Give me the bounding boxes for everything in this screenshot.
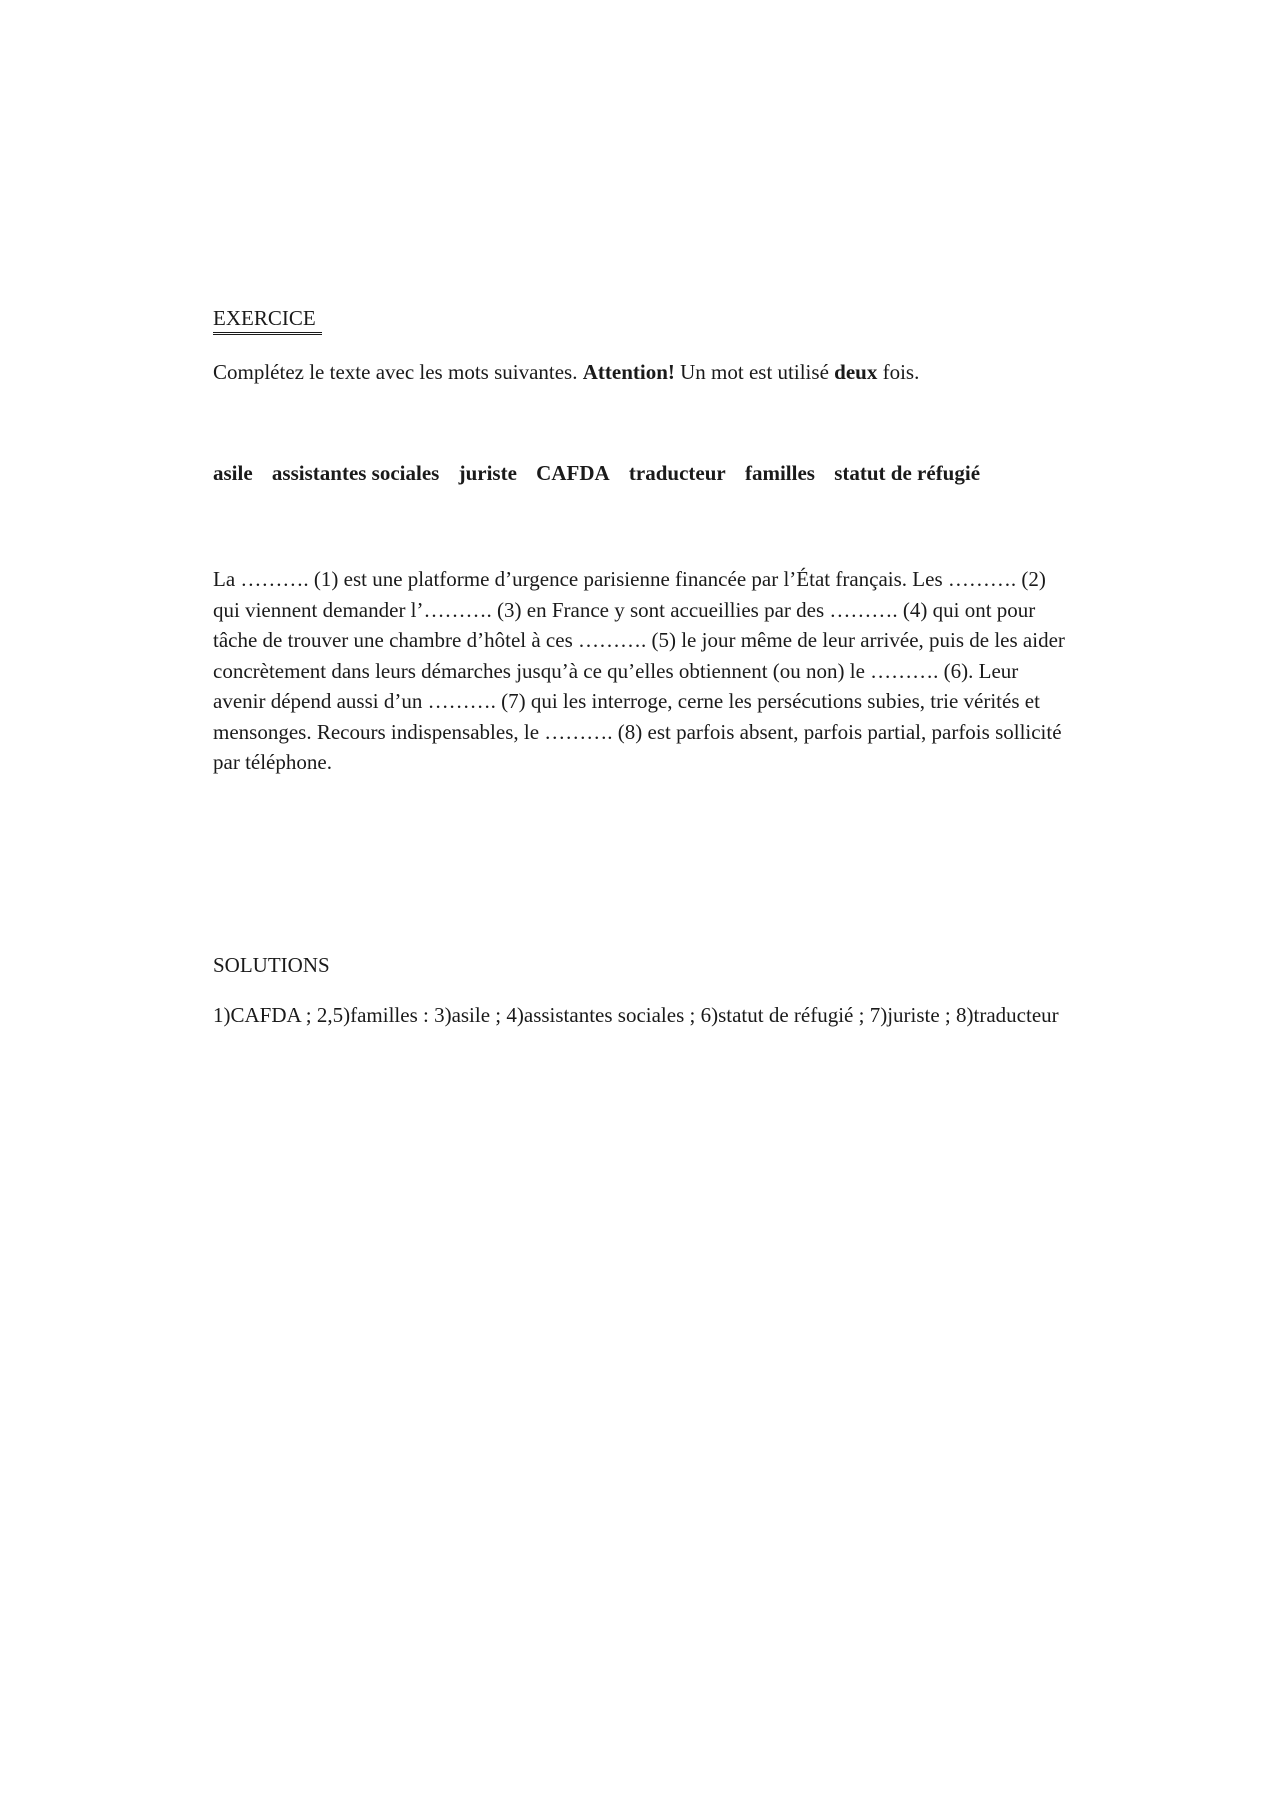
word-bank-item: traducteur — [628, 461, 726, 485]
document-page — [213, 304, 1073, 1030]
instruction-deux: deux — [834, 360, 878, 384]
word-bank-item: juriste — [458, 461, 517, 485]
instruction-end: fois. — [877, 360, 920, 384]
instructions — [213, 357, 1073, 387]
word-bank — [213, 458, 1073, 488]
exercise-heading: EXERCICE — [213, 304, 322, 335]
word-bank-item: asile — [213, 461, 253, 485]
instruction-attention: Attention! — [582, 360, 675, 384]
instruction-start: Complétez le texte avec les mots suivantes. — [213, 360, 583, 384]
word-bank-item: statut de réfugié — [834, 461, 981, 485]
word-bank-item: familles — [744, 461, 815, 485]
instruction-mid: Un mot est utilisé — [674, 360, 835, 384]
fill-in-passage: La ………. (1) est une platforme d’urgence parisienne financée par l’État français. Les ………. (2) qui viennent demander l’………. (3) en France y sont accueillies par des ………. (4) qui ont pour tâche de trouver une chambre d’hôtel à ces ………. (5) le jour même de leur arrivée, puis de les aider concrètement dans leurs démarches jusqu’à ce qu’elles obtiennent (ou non) le ………. (6). Leur avenir dépend aussi d’un ………. (7) qui les interroge, cerne les persécutions subies, trie vérités et mensonges. Recours indispensables, le ………. (8) est parfois absent, parfois partial, parfois sollicité par téléphone. — [213, 567, 1065, 774]
word-bank-item: assistantes sociales — [271, 461, 440, 485]
solutions-text: 1)CAFDA ; 2,5)familles : 3)asile ; 4)assistantes sociales ; 6)statut de réfugié ; 7)juriste ; 8)traducteur — [213, 1002, 1059, 1027]
solutions-heading: SOLUTIONS — [213, 952, 330, 977]
word-bank-item: CAFDA — [536, 461, 610, 485]
